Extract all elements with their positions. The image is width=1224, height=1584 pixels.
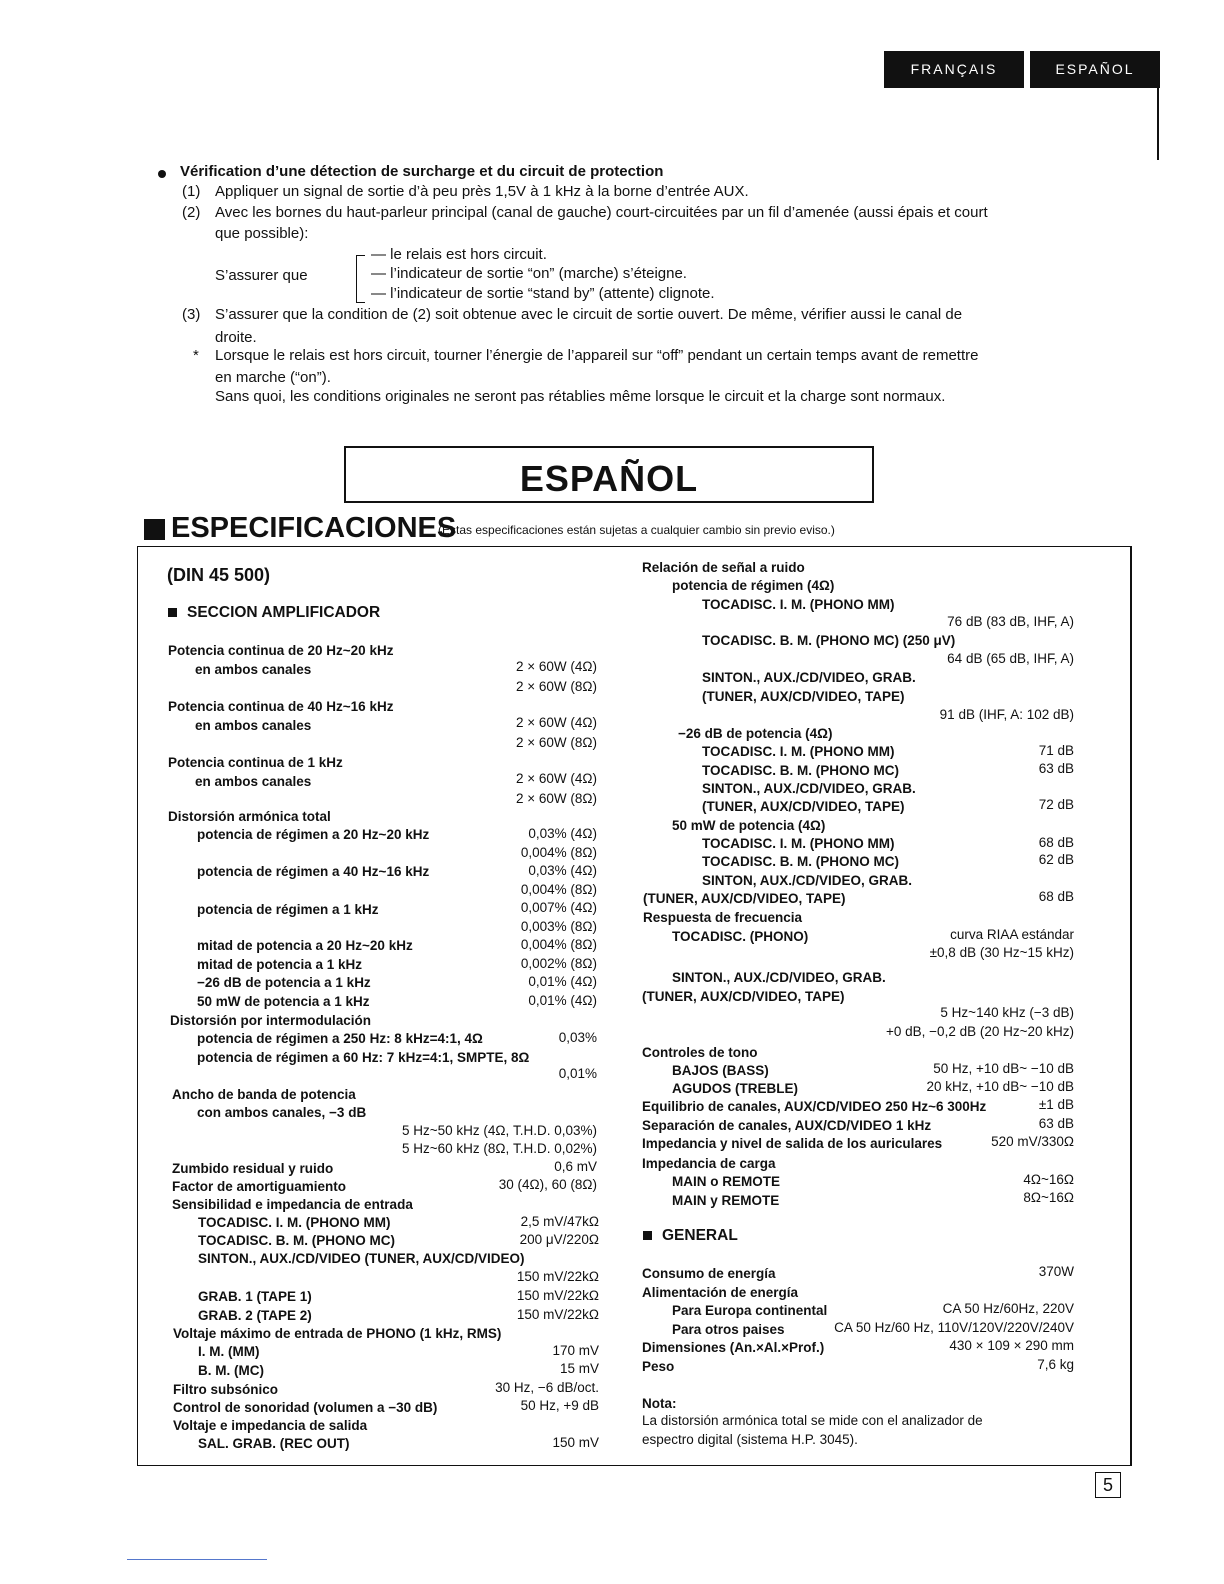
fr-cond-2: — l’indicateur de sortie “on” (marche) s’éteigne.: [371, 265, 687, 282]
spec-label: SINTON., AUX./CD/VIDEO, GRAB.: [702, 670, 916, 685]
spec-label: BAJOS (BASS): [672, 1063, 769, 1078]
spec-value: 5 Hz~50 kHz (4Ω, T.H.D. 0,03%): [401, 1123, 597, 1138]
spec-label: Alimentación de energía: [642, 1285, 799, 1300]
spec-label: TOCADISC. I. M. (PHONO MM): [702, 836, 895, 851]
tab-francais: FRANÇAIS: [884, 51, 1024, 88]
spec-label: TOCADISC. B. M. (PHONO MC): [702, 763, 899, 778]
spec-note: (Estas especificaciones están sujetas a cualquier cambio sin previo eviso.): [438, 523, 835, 537]
fr-note-a: Lorsque le relais est hors circuit, tourner l’énergie de l’appareil sur “off” pendant un certain temps avant de remettre: [215, 347, 979, 364]
spec-label: potencia de régimen (4Ω): [672, 578, 835, 593]
spec-value: 0,002% (8Ω): [520, 956, 597, 971]
spec-label: TOCADISC. B. M. (PHONO MC): [702, 854, 899, 869]
spec-title: ESPECIFICACIONES: [171, 512, 457, 544]
language-tabs: [884, 51, 1160, 88]
spec-label: potencia de régimen a 20 Hz~20 kHz: [197, 827, 430, 842]
square-bullet-icon: [643, 1231, 652, 1240]
note-text-2: espectro digital (sistema H.P. 3045).: [642, 1432, 858, 1447]
section-title: ESPAÑOL: [519, 458, 699, 499]
spec-label: I. M. (MM): [198, 1344, 260, 1359]
spec-label: TOCADISC. I. M. (PHONO MM): [702, 744, 895, 759]
spec-label: con ambos canales, −3 dB: [197, 1105, 367, 1120]
spec-value: 30 (4Ω), 60 (8Ω): [498, 1177, 597, 1192]
margin-rule: [1157, 88, 1159, 160]
spec-value: 20 kHz, +10 dB~ −10 dB: [926, 1079, 1074, 1094]
spec-value: 2 × 60W (8Ω): [516, 735, 597, 750]
bullet-icon: [158, 170, 166, 178]
din-label: (DIN 45 500): [167, 565, 271, 585]
spec-value: 2 × 60W (4Ω): [516, 659, 597, 674]
fr-step-3b: droite.: [215, 329, 257, 346]
fr-cond-1: — le relais est hors circuit.: [371, 246, 547, 263]
fr-note-c: Sans quoi, les conditions originales ne seront pas rétablies même lorsque le circuit et la charge sont normaux.: [215, 388, 946, 405]
fr-ensure: S’assurer que: [215, 267, 308, 284]
general-heading-text: GENERAL: [662, 1227, 738, 1244]
spec-value: 2 × 60W (4Ω): [516, 771, 597, 786]
spec-label: Potencia continua de 1 kHz: [168, 755, 343, 770]
spec-value: 2 × 60W (8Ω): [516, 791, 597, 806]
spec-value: 71 dB: [1038, 743, 1074, 758]
spec-label: en ambos canales: [195, 774, 312, 789]
fr-cond-3: — l’indicateur de sortie “stand by” (attente) clignote.: [371, 285, 715, 302]
spec-value: 72 dB: [1038, 797, 1074, 812]
spec-label: Controles de tono: [642, 1045, 758, 1060]
spec-label: (TUNER, AUX/CD/VIDEO, TAPE): [643, 891, 846, 906]
spec-value: 150 mV/22kΩ: [516, 1288, 599, 1303]
square-bullet-icon: [144, 519, 165, 540]
spec-value: 91 dB (IHF, A: 102 dB): [939, 707, 1074, 722]
spec-label: −26 dB de potencia (4Ω): [678, 726, 833, 741]
spec-value: 50 Hz, +10 dB~ −10 dB: [933, 1061, 1074, 1076]
note-text-1: La distorsión armónica total se mide con el analizador de: [642, 1413, 983, 1428]
fr-star: *: [193, 347, 199, 364]
spec-value: 0,003% (8Ω): [520, 919, 597, 934]
spec-value: 5 Hz~60 kHz (8Ω, T.H.D. 0,02%): [401, 1141, 597, 1156]
spec-value: 170 mV: [552, 1343, 599, 1358]
spec-label: Distorsión armónica total: [168, 809, 331, 824]
spec-value: 370W: [1038, 1264, 1074, 1279]
section-title-box: [344, 446, 874, 503]
spec-value: +0 dB, −0,2 dB (20 Hz~20 kHz): [886, 1024, 1074, 1039]
spec-value: CA 50 Hz/60 Hz, 110V/120V/220V/240V: [834, 1320, 1074, 1335]
fr-heading: Vérification d’une détection de surcharge et du circuit de protection: [180, 163, 664, 180]
spec-label: SINTON., AUX./CD/VIDEO, GRAB.: [672, 970, 886, 985]
spec-label: potencia de régimen a 40 Hz~16 kHz: [197, 864, 430, 879]
fr-num-3: (3): [182, 306, 201, 323]
fr-step-3a: S’assurer que la condition de (2) soit obtenue avec le circuit de sortie ouvert. De même, vérifier aussi le canal de: [215, 306, 963, 323]
spec-label: TOCADISC. I. M. (PHONO MM): [198, 1215, 391, 1230]
spec-label: Equilibrio de canales, AUX/CD/VIDEO 250 Hz~6 300Hz: [642, 1099, 987, 1114]
amp-heading-text: SECCION AMPLIFICADOR: [187, 604, 381, 621]
spec-label: Voltaje máximo de entrada de PHONO (1 kHz, RMS): [173, 1326, 502, 1341]
spec-label: Respuesta de frecuencia: [643, 910, 803, 925]
spec-value: CA 50 Hz/60Hz, 220V: [942, 1301, 1074, 1316]
spec-value: 15 mV: [559, 1361, 599, 1376]
spec-label: Para Europa continental: [672, 1303, 828, 1318]
spec-value: 0,03% (4Ω): [528, 863, 597, 878]
bottom-rule: [127, 1559, 267, 1560]
spec-value: 68 dB: [1038, 889, 1074, 904]
fr-num-2: (2): [182, 204, 201, 221]
spec-value: 2,5 mV/47kΩ: [520, 1214, 599, 1229]
spec-label: MAIN y REMOTE: [672, 1193, 780, 1208]
fr-step-2a: Avec les bornes du haut-parleur principal (canal de gauche) court-circuitées par un fil d’amenée (aussi épais et court: [215, 204, 988, 221]
spec-label: mitad de potencia a 1 kHz: [197, 957, 363, 972]
spec-label: GRAB. 2 (TAPE 2): [198, 1308, 312, 1323]
spec-label: AGUDOS (TREBLE): [672, 1081, 798, 1096]
tab-espanol: ESPAÑOL: [1030, 51, 1160, 88]
spec-label: 50 mW de potencia (4Ω): [672, 818, 826, 833]
spec-label: Impedancia y nivel de salida de los auriculares: [642, 1136, 943, 1151]
spec-value: 50 Hz, +9 dB: [520, 1398, 599, 1413]
page-number: 5: [1095, 1472, 1121, 1498]
square-bullet-icon: [168, 608, 177, 617]
spec-label: SINTON, AUX./CD/VIDEO, GRAB.: [702, 873, 913, 888]
spec-label: Control de sonoridad (volumen a −30 dB): [173, 1400, 438, 1415]
spec-value: 63 dB: [1038, 761, 1074, 776]
spec-value: 0,007% (4Ω): [520, 900, 597, 915]
spec-label: TOCADISC. B. M. (PHONO MC) (250 μV): [702, 633, 956, 648]
spec-label: Factor de amortiguamiento: [172, 1179, 347, 1194]
spec-label: en ambos canales: [195, 718, 312, 733]
fr-step-1: Appliquer un signal de sortie d’à peu près 1,5V à 1 kHz à la borne d’entrée AUX.: [215, 183, 749, 200]
spec-value: 430 × 109 × 290 mm: [949, 1338, 1074, 1353]
spec-value: 0,004% (8Ω): [520, 937, 597, 952]
spec-value: 0,01% (4Ω): [528, 993, 597, 1008]
fr-step-2b: que possible):: [215, 225, 309, 242]
spec-value: 63 dB: [1038, 1116, 1074, 1131]
spec-value: 62 dB: [1038, 852, 1074, 867]
bracket: [356, 255, 365, 303]
spec-value: 150 mV/22kΩ: [516, 1307, 599, 1322]
spec-label: Potencia continua de 40 Hz~16 kHz: [168, 699, 394, 714]
spec-label: TOCADISC. B. M. (PHONO MC): [198, 1233, 395, 1248]
spec-label: potencia de régimen a 1 kHz: [197, 902, 379, 917]
spec-label: Distorsión por intermodulación: [170, 1013, 372, 1028]
spec-value: 200 μV/220Ω: [519, 1232, 599, 1247]
spec-value: 68 dB: [1038, 835, 1074, 850]
spec-value: 150 mV/22kΩ: [516, 1269, 599, 1284]
spec-label: SAL. GRAB. (REC OUT): [198, 1436, 350, 1451]
spec-label: (TUNER, AUX/CD/VIDEO, TAPE): [642, 989, 845, 1004]
fr-num-1: (1): [182, 183, 201, 200]
spec-label: Ancho de banda de potencia: [172, 1087, 356, 1102]
spec-value: 2 × 60W (8Ω): [516, 679, 597, 694]
amp-heading: [168, 604, 380, 622]
spec-label: Peso: [642, 1359, 675, 1374]
spec-label: TOCADISC. (PHONO): [672, 929, 809, 944]
spec-label: Voltaje e impedancia de salida: [173, 1418, 368, 1433]
spec-label: Impedancia de carga: [642, 1156, 776, 1171]
spec-label: SINTON., AUX./CD/VIDEO, GRAB.: [702, 781, 916, 796]
spec-label: MAIN o REMOTE: [672, 1174, 780, 1189]
spec-label: Dimensiones (An.×Al.×Prof.): [642, 1340, 825, 1355]
spec-label: Potencia continua de 20 Hz~20 kHz: [168, 643, 394, 658]
spec-label: B. M. (MC): [198, 1363, 264, 1378]
spec-label: Sensibilidad e impedancia de entrada: [172, 1197, 413, 1212]
spec-value: 0,01%: [558, 1066, 597, 1081]
spec-label: Consumo de energía: [642, 1266, 776, 1281]
spec-label: Filtro subsónico: [173, 1382, 279, 1397]
spec-label: SINTON., AUX./CD/VIDEO (TUNER, AUX/CD/VIDEO): [198, 1251, 525, 1266]
spec-value: 0,6 mV: [554, 1159, 597, 1174]
spec-value: 0,03% (4Ω): [528, 826, 597, 841]
spec-label: (TUNER, AUX/CD/VIDEO, TAPE): [702, 689, 905, 704]
spec-label: potencia de régimen a 60 Hz: 7 kHz=4:1, SMPTE, 8Ω: [197, 1050, 530, 1065]
spec-value: 7,6 kg: [1037, 1357, 1074, 1372]
spec-label: 50 mW de potencia a 1 kHz: [197, 994, 370, 1009]
spec-label: −26 dB de potencia a 1 kHz: [197, 975, 371, 990]
spec-label: Relación de señal a ruido: [642, 560, 805, 575]
general-heading: [643, 1227, 738, 1245]
spec-label: TOCADISC. I. M. (PHONO MM): [702, 597, 895, 612]
fr-note-b: en marche (“on”).: [215, 369, 331, 386]
spec-value: 520 mV/330Ω: [991, 1134, 1074, 1149]
spec-label: GRAB. 1 (TAPE 1): [198, 1289, 312, 1304]
spec-value: 2 × 60W (4Ω): [516, 715, 597, 730]
spec-label: Separación de canales, AUX/CD/VIDEO 1 kHz: [642, 1118, 932, 1133]
spec-label: en ambos canales: [195, 662, 312, 677]
spec-value: 0,01% (4Ω): [528, 974, 597, 989]
spec-label: potencia de régimen a 250 Hz: 8 kHz=4:1, 4Ω: [197, 1031, 483, 1046]
spec-value: 30 Hz, −6 dB/oct.: [495, 1380, 599, 1395]
spec-value: 4Ω~16Ω: [1023, 1172, 1074, 1187]
spec-value: 5 Hz~140 kHz (−3 dB): [940, 1005, 1074, 1020]
spec-value: ±1 dB: [1038, 1097, 1074, 1112]
spec-value: 0,004% (8Ω): [520, 845, 597, 860]
spec-label: (TUNER, AUX/CD/VIDEO, TAPE): [702, 799, 905, 814]
spec-label: Para otros paises: [672, 1322, 785, 1337]
spec-label: Zumbido residual y ruido: [172, 1161, 334, 1176]
spec-value: curva RIAA estándar: [950, 927, 1074, 942]
spec-value: ±0,8 dB (30 Hz~15 kHz): [929, 945, 1074, 960]
spec-label: mitad de potencia a 20 Hz~20 kHz: [197, 938, 413, 953]
spec-value: 0,004% (8Ω): [520, 882, 597, 897]
spec-value: 0,03%: [558, 1030, 597, 1045]
spec-value: 150 mV: [552, 1435, 599, 1450]
spec-value: 64 dB (65 dB, IHF, A): [947, 651, 1074, 666]
spec-value: 76 dB (83 dB, IHF, A): [947, 614, 1074, 629]
note-label: Nota:: [642, 1396, 677, 1411]
spec-value: 8Ω~16Ω: [1023, 1190, 1074, 1205]
